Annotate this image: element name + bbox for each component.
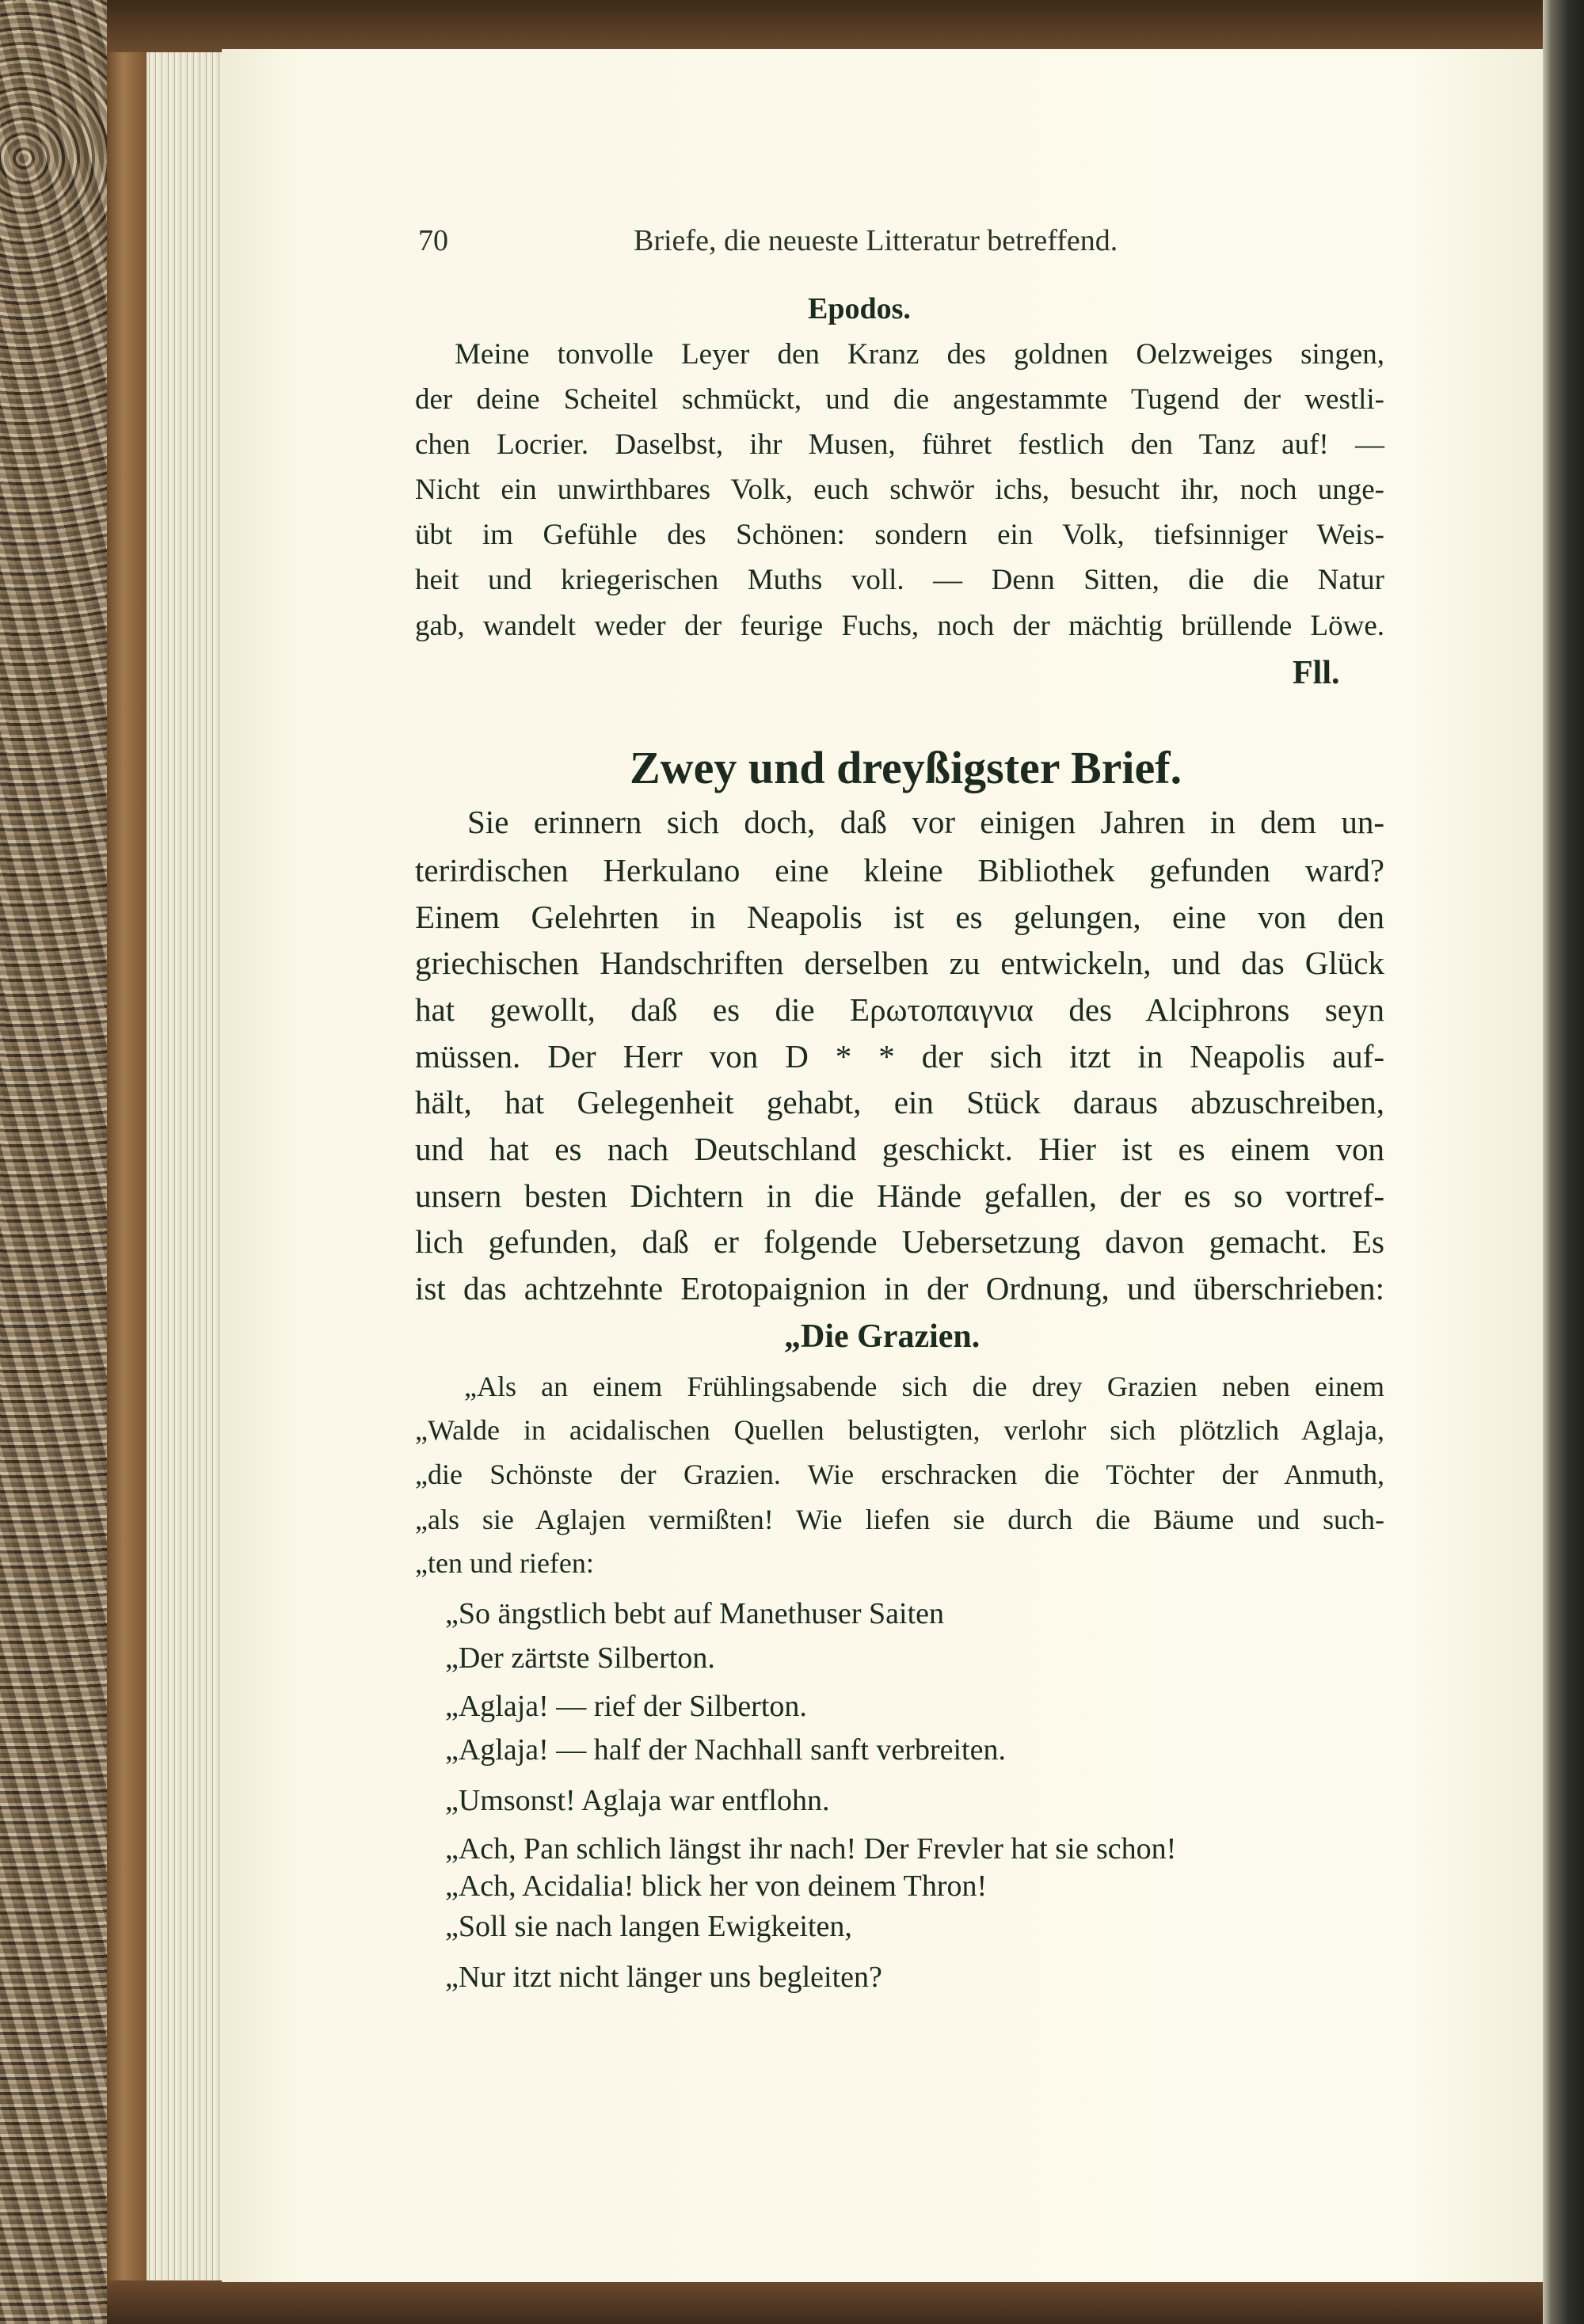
text-line: heit und kriegerischen Muths voll. — Denn Sitten, die die Natur (415, 564, 1384, 597)
poem-title: „Die Grazien. (784, 1318, 980, 1355)
text-line: lich gefunden, daß er folgende Uebersetzung davon gemacht. Es (415, 1223, 1384, 1261)
text-line: terirdischen Herkulano eine kleine Bibliothek gefunden ward? (415, 852, 1384, 889)
text-line: Nicht ein unwirthbares Volk, euch schwör ichs, besucht ihr, noch unge- (415, 474, 1384, 507)
signature: Fll. (1293, 655, 1340, 691)
verse-line: „Ach, Pan schlich längst ihr nach! Der Frevler hat sie schon! (445, 1832, 1177, 1866)
text-line: müssen. Der Herr von D * * der sich itzt in Neapolis auf- (415, 1038, 1384, 1075)
letter-title: Zwey und dreyßigster Brief. (630, 742, 1182, 793)
cover-bottom-edge (107, 2280, 1584, 2324)
verse-line: „Der zärtste Silberton. (445, 1641, 715, 1675)
poem-prose-line: „die Schönste der Grazien. Wie erschracken die Töchter der Anmuth, (415, 1458, 1384, 1490)
verse-line: „Umsonst! Aglaja war entflohn. (445, 1784, 830, 1818)
poem-prose-line: „ten und riefen: (415, 1546, 594, 1579)
leather-spine (107, 0, 147, 2324)
cover-top-edge (107, 0, 1584, 52)
text-line: gab, wandelt weder der feurige Fuchs, noch der mächtig brüllende Löwe. (415, 610, 1384, 643)
text-line: Sie erinnern sich doch, daß vor einigen Jahren in dem un- (467, 804, 1384, 841)
poem-prose-line: „Als an einem Frühlingsabende sich die drey Grazien neben einem (464, 1370, 1384, 1402)
text-line: unsern besten Dichtern in die Hände gefallen, der es so vortref- (415, 1177, 1384, 1215)
verse-line: „So ängstlich bebt auf Manethuser Saiten (445, 1597, 945, 1631)
page-number: 70 (418, 224, 448, 257)
verse-line: „Aglaja! — half der Nachhall sanft verbreiten. (445, 1733, 1006, 1767)
text-line: hat gewollt, daß es die Ερωτοπαιγνια des Alciphrons seyn (415, 991, 1384, 1029)
text-line: Einem Gelehrten in Neapolis ist es gelungen, eine von den (415, 899, 1384, 936)
section-heading-epodos: Epodos. (808, 292, 911, 325)
text-line: chen Locrier. Daselbst, ihr Musen, führet festlich den Tanz auf! — (415, 428, 1384, 462)
text-line: übt im Gefühle des Schönen: sondern ein Volk, tiefsinniger Weis- (415, 519, 1384, 552)
marbled-cover-texture (0, 0, 107, 2324)
poem-prose-line: „als sie Aglajen vermißten! Wie liefen sie durch die Bäume und such- (415, 1503, 1384, 1535)
text-line: Meine tonvolle Leyer den Kranz des goldnen Oelzweiges singen, (455, 338, 1384, 371)
page-stack-right (1543, 0, 1584, 2324)
running-title: Briefe, die neueste Litteratur betreffend. (634, 224, 1118, 257)
verse-line: „Nur itzt nicht länger uns begleiten? (445, 1961, 882, 1995)
text-line: der deine Scheitel schmückt, und die angestammte Tugend der westli- (415, 383, 1384, 416)
page-stack-left (147, 52, 222, 2280)
verse-line: „Ach, Acidalia! blick her von deinem Thron! (445, 1869, 988, 1904)
verse-line: „Aglaja! — rief der Silberton. (445, 1690, 807, 1724)
text-line: ist das achtzehnte Erotopaignion in der Ordnung, und überschrieben: (415, 1270, 1384, 1307)
text-line: hält, hat Gelegenheit gehabt, ein Stück daraus abzuschreiben, (415, 1084, 1384, 1121)
verse-line: „Soll sie nach langen Ewigkeiten, (445, 1910, 852, 1944)
text-line: griechischen Handschriften derselben zu entwickeln, und das Glück (415, 945, 1384, 982)
text-line: und hat es nach Deutschland geschickt. Hier ist es einem von (415, 1131, 1384, 1168)
poem-prose-line: „Walde in acidalischen Quellen belustigten, verlohr sich plötzlich Aglaja, (415, 1413, 1384, 1446)
